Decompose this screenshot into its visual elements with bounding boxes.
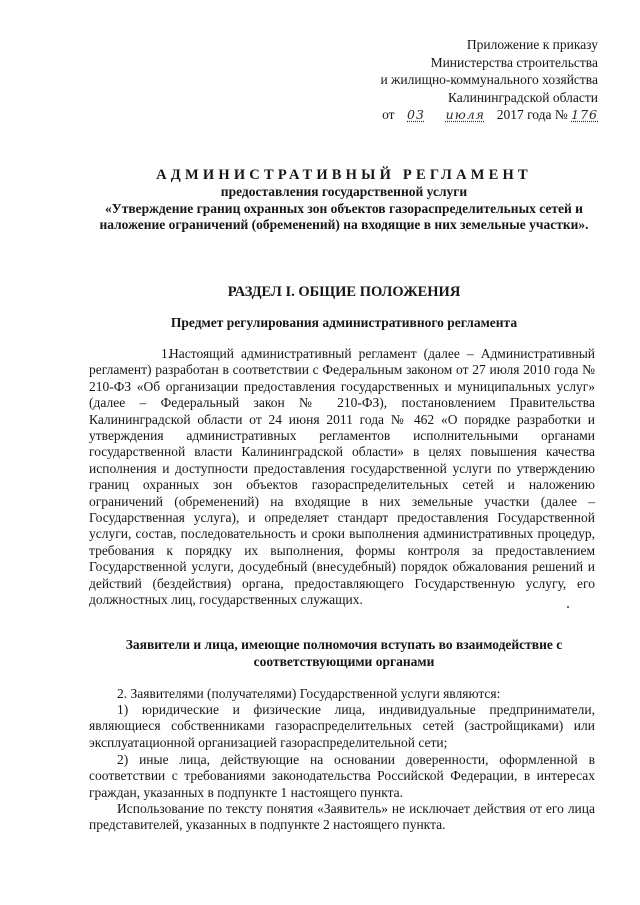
date-suffix: 2017 года № [496, 107, 568, 122]
order-date-line [380, 106, 598, 124]
paragraph-2: 2. Заявителями (получателями) Государственной услуги являются: [117, 686, 501, 701]
document-title: АДМИНИСТРАТИВНЫЙ РЕГЛАМЕНТ [156, 167, 532, 183]
paragraph-1-number: 1. [161, 346, 172, 361]
subsection-title-applicants-line1: Заявители и лица, имеющие полномочия вступать во взаимодействие с [125, 637, 563, 652]
document-subtitle-line1: предоставления государственной услуги [220, 184, 468, 199]
handwritten-order-number: 176 [571, 107, 598, 122]
document-title-block [74, 166, 614, 234]
paragraph-2-note: Использование по тексту понятия «Заявитель» не исключает действия от его лица представителей, указанных в подпункте 2 настоящего пункта. [89, 801, 595, 833]
stray-mark [567, 606, 569, 608]
subsection-title-subject: Предмет регулирования административного регламента [170, 315, 518, 330]
handwritten-day: 03 [407, 107, 425, 122]
document-subtitle-service-name: «Утверждение границ охранных зон объектов газораспределительных сетей и наложение ограничений (обременений) на входящие в них земельные участки». [99, 200, 589, 232]
section-title: РАЗДЕЛ I. ОБЩИЕ ПОЛОЖЕНИЯ [227, 284, 461, 300]
paragraph-2-item-2: 2) иные лица, действующие на основании доверенности, оформленной в соответствии с требованиями законодательства Российской Федерации, в интересах граждан, указанных в подпункте 1 настоящего пункта. [89, 752, 595, 800]
header-line-4: Калининградской области [447, 89, 598, 105]
header-line-2: Министерства строительства [430, 54, 598, 70]
paragraph-1 [89, 346, 595, 609]
header-line-1: Приложение к приказу [466, 37, 598, 52]
order-appendix-header [380, 36, 598, 124]
paragraph-2-item-1: 1) юридические и физические лица, индивидуальные предприниматели, являющиеся собственниками газораспределительных сетей (застройщиками) или эксплуатационной организацией газораспределительной сети; [89, 702, 595, 750]
subsection-title-applicants [74, 636, 614, 670]
paragraph-1-text: Настоящий административный регламент (далее – Административный регламент) разработан в соответствии с Федеральным законом от 27 июля 2010 года № 210-ФЗ «Об организации предоставления государственных и муниципальных услуг» (далее – Федеральный закон № 210-ФЗ), постановлением Правительства Калининградской области от 24 июня 2011 года № 462 «О порядке разработки и утверждения административных регламентов исполнительными органами государственной власти Калининградской области» в целях повышения качества исполнения и доступности предоставления государственной услуги по утверждению границ охранных зон объектов газораспределительных сетей и наложению ограничений (обременений) на входящие в них земельные участки (далее – Государственная услуга), и определяет стандарт предоставления Государственной услуги, состав, последовательность и сроки выполнения административных процедур, требования к порядку их выполнения, формы контроля за предоставлением Государственной услуги, досудебный (внесудебный) порядок обжалования решений и действий (бездействия) органа, предоставляющего Государственную услугу, его должностных лиц, государственных служащих. [89, 346, 595, 608]
header-line-3: и жилищно-коммунального хозяйства [380, 72, 598, 87]
handwritten-month: июля [445, 107, 485, 122]
date-prefix: от [382, 107, 395, 122]
subsection-title-applicants-line2: соответствующими органами [253, 654, 435, 669]
